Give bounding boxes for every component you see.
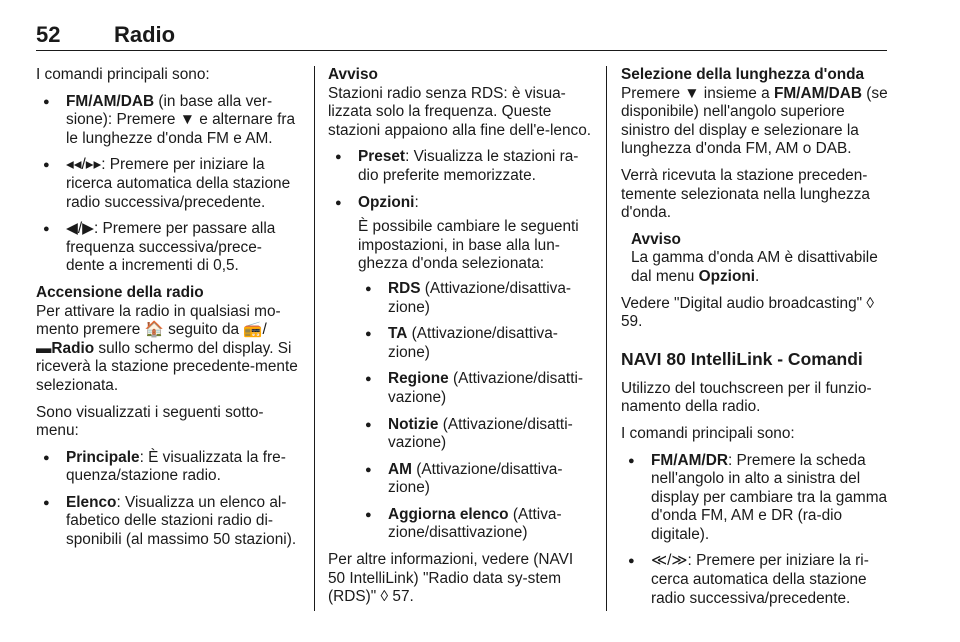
list-item: ● Notizie (Attivazione/disatti-vazione) bbox=[358, 416, 592, 453]
intro-text: I comandi principali sono: bbox=[36, 66, 210, 83]
list-item: ● Regione (Attivazione/disatti-vazione) bbox=[358, 370, 592, 407]
list-item: ● ◂◂/▸▸: Premere per iniziare la ricerca automatica della stazione radio successiva/precedente. bbox=[36, 156, 298, 212]
reference-arrow-icon: ◊ bbox=[866, 294, 874, 312]
triangle-down-icon: ▼ bbox=[179, 111, 195, 129]
submenu-list bbox=[36, 449, 298, 550]
navi80-controls-list bbox=[621, 452, 889, 609]
page-title: Radio bbox=[114, 22, 176, 47]
list-item: ● ◀/▶: Premere per passare alla frequenza successiva/prece-dente a incrementi di 0,5. bbox=[36, 220, 298, 276]
list-item: ● Elenco: Visualizza un elenco al-fabetico delle stazioni radio di-sponibili (al massimo 50 stazioni). bbox=[36, 494, 298, 550]
options-sublist bbox=[358, 280, 592, 543]
section-title: NAVI 80 IntelliLink - Comandi bbox=[621, 348, 863, 369]
reference-arrow-icon: ◊ bbox=[380, 588, 389, 606]
section-heading: Accensione della radio bbox=[36, 283, 204, 301]
list-item: ● Opzioni: È possibile cambiare le seguenti impostazioni, in base alla lun-ghezza d'onda selezionata: ● RDS (Attivazione/disattiva-zione) ● TA (Attivazione/disattiva-zione) ● Regione (Attivazione/disatti-vazione) ● Notizie (Attivazione/disatti-vazione) ● AM (Attivazione/disattiva-zione) ● Aggiorna elenco (Attiva-zione/disattivazione) bbox=[328, 194, 592, 544]
media-icon: ▬ bbox=[36, 339, 52, 357]
home-icon: 🏠 bbox=[144, 321, 164, 339]
paragraph: I comandi principali sono: bbox=[621, 424, 795, 442]
list-item: ● RDS (Attivazione/disattiva-zione) bbox=[358, 280, 592, 317]
list-item: ● TA (Attivazione/disattiva-zione) bbox=[358, 325, 592, 362]
column-divider-2 bbox=[606, 66, 607, 611]
list-item: ● Aggiorna elenco (Attiva-zione/disattivazione) bbox=[358, 506, 592, 543]
step-arrows-icon: ◀/▶ bbox=[66, 220, 94, 238]
radio-icon: 📻/ bbox=[243, 321, 267, 339]
column-3 bbox=[621, 66, 889, 616]
seek-icon: ≪/≫ bbox=[651, 552, 688, 570]
note-text: Stazioni radio senza RDS: è visua-lizzata solo la frequenza. Queste stazioni appaiono alla fine dell'e-lenco. bbox=[328, 84, 592, 139]
paragraph: Verrà ricevuta la stazione preceden-temente selezionata nella lunghezza d'onda. bbox=[621, 166, 870, 222]
list-item: ● Preset: Visualizza le stazioni ra-dio preferite memorizzate. bbox=[328, 148, 592, 185]
seek-icon: ◂◂/▸▸ bbox=[66, 156, 102, 174]
paragraph: Utilizzo del touchscreen per il funzio-namento della radio. bbox=[621, 379, 872, 416]
paragraph: Per attivare la radio in qualsiasi mo-mento premere 🏠 seguito da 📻/ ▬Radio sullo schermo del display. Si riceverà la stazione precedente-mente selezionata. bbox=[36, 302, 298, 394]
list-item: ● FM/AM/DAB (in base alla ver-sione): Premere ▼ e alternare fra le lunghezze d'onda FM e AM. bbox=[36, 93, 298, 149]
list-item: ● AM (Attivazione/disattiva-zione) bbox=[358, 461, 592, 498]
column-1 bbox=[36, 66, 298, 558]
paragraph: Per altre informazioni, vedere (NAVI 50 IntelliLink) "Radio data sy-stem (RDS)" ◊ 57. bbox=[328, 551, 574, 606]
header-rule bbox=[36, 50, 887, 51]
opzioni-text: È possibile cambiare le seguenti impostazioni, in base alla lun-ghezza d'onda selezionata: bbox=[358, 218, 579, 273]
section-heading: Selezione della lunghezza d'onda bbox=[621, 66, 865, 83]
note-title: Avviso bbox=[631, 230, 681, 248]
note-title: Avviso bbox=[328, 66, 378, 83]
list-item: ● FM/AM/DR: Premere la scheda nell'angolo in alto a sinistra del display per cambiare tra la gamma d'onda FM, AM e DR (ra-dio digitale). bbox=[621, 452, 889, 545]
menu-list bbox=[328, 148, 592, 543]
page-number: 52 bbox=[36, 22, 61, 47]
paragraph: Vedere "Digital audio broadcasting" ◊ 59. bbox=[621, 294, 874, 331]
paragraph: Premere ▼ insieme a FM/AM/DAB (se disponibile) nell'angolo superiore sinistro del display e selezionare la lunghezza d'onda FM, AM o DAB. bbox=[621, 84, 888, 158]
list-item: ● Principale: È visualizzata la fre-quenza/stazione radio. bbox=[36, 449, 298, 486]
triangle-down-icon: ▼ bbox=[684, 84, 700, 102]
paragraph: Sono visualizzati i seguenti sotto-menu: bbox=[36, 403, 264, 440]
list-item: ● ≪/≫: Premere per iniziare la ri-cerca automatica della stazione radio successiva/precedente. bbox=[621, 552, 889, 608]
column-divider-1 bbox=[314, 66, 315, 611]
page-header bbox=[36, 22, 886, 52]
note-box bbox=[631, 231, 889, 287]
column-2 bbox=[328, 66, 592, 615]
main-controls-list bbox=[36, 93, 298, 276]
note-text: La gamma d'onda AM è disattivabile dal menu Opzioni. bbox=[631, 249, 878, 285]
